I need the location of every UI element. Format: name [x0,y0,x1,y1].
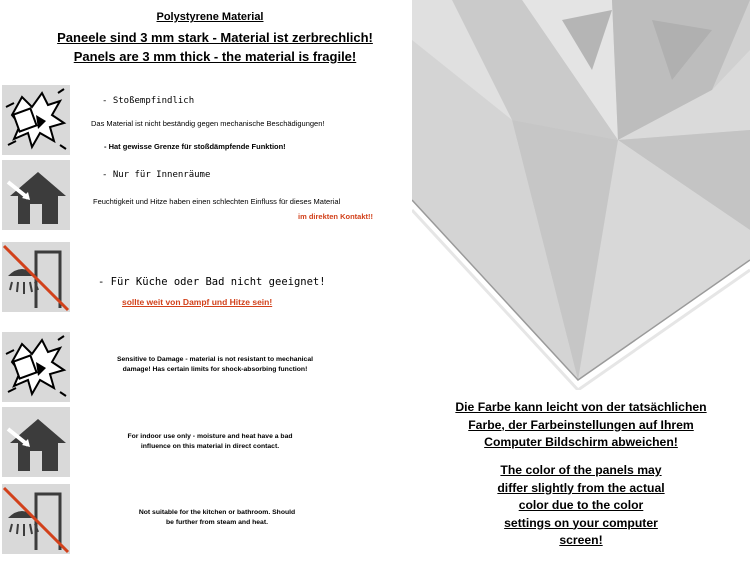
kitchen-warning-de: sollte weit von Dampf und Hitze sein! [122,297,273,307]
damage-limit-de: - Hat gewisse Grenze für stoßdämpfende Funktion! [104,142,286,151]
subtitle-german: Paneele sind 3 mm stark - Material ist zerbrechlich! [57,30,373,45]
indoor-heading-de: - Nur für Innenräume [102,170,211,180]
info-panel-right [412,0,750,564]
kitchen-text-en: Not suitable for the kitchen or bathroom. Should be further from steam and heat. [138,509,296,526]
broken-wall-icon [2,85,70,155]
material-title: Polystyrene Material [156,11,264,23]
damage-heading-de: - Stoßempfindlich [102,96,195,106]
no-shower-icon [2,242,70,312]
broken-wall-icon [2,332,70,402]
damage-text-de: Das Material ist nicht beständig gegen mechanische Beschädigungen! [91,119,325,128]
panel-product-image [412,0,750,390]
color-note-english: The color of the panels may differ slightly from the actual color due to the color settings on your computer screen! [497,463,665,547]
no-shower-icon [2,484,70,554]
indoor-warning-de: im direkten Kontakt!! [298,212,374,221]
subtitle-english: Panels are 3 mm thick - the material is fragile! [73,49,357,64]
color-note-german: Die Farbe kann leicht von der tatsächlichen Farbe, der Farbeinstellungen auf Ihrem Computer Bildschirm abweichen! [455,400,707,449]
indoor-house-icon [2,407,70,477]
kitchen-heading-de: - Für Küche oder Bad nicht geeignet! [98,276,326,288]
indoor-house-icon [2,160,70,230]
damage-text-en: Sensitive to Damage - material is not resistant to mechanical damage! Has certain limits for shock-absorbing function! [116,356,314,373]
indoor-text-de: Feuchtigkeit und Hitze haben einen schlechten Einfluss für dieses Material [93,197,341,206]
indoor-text-en: For indoor use only - moisture and heat have a bad influence on this material in direct contact. [127,433,293,450]
